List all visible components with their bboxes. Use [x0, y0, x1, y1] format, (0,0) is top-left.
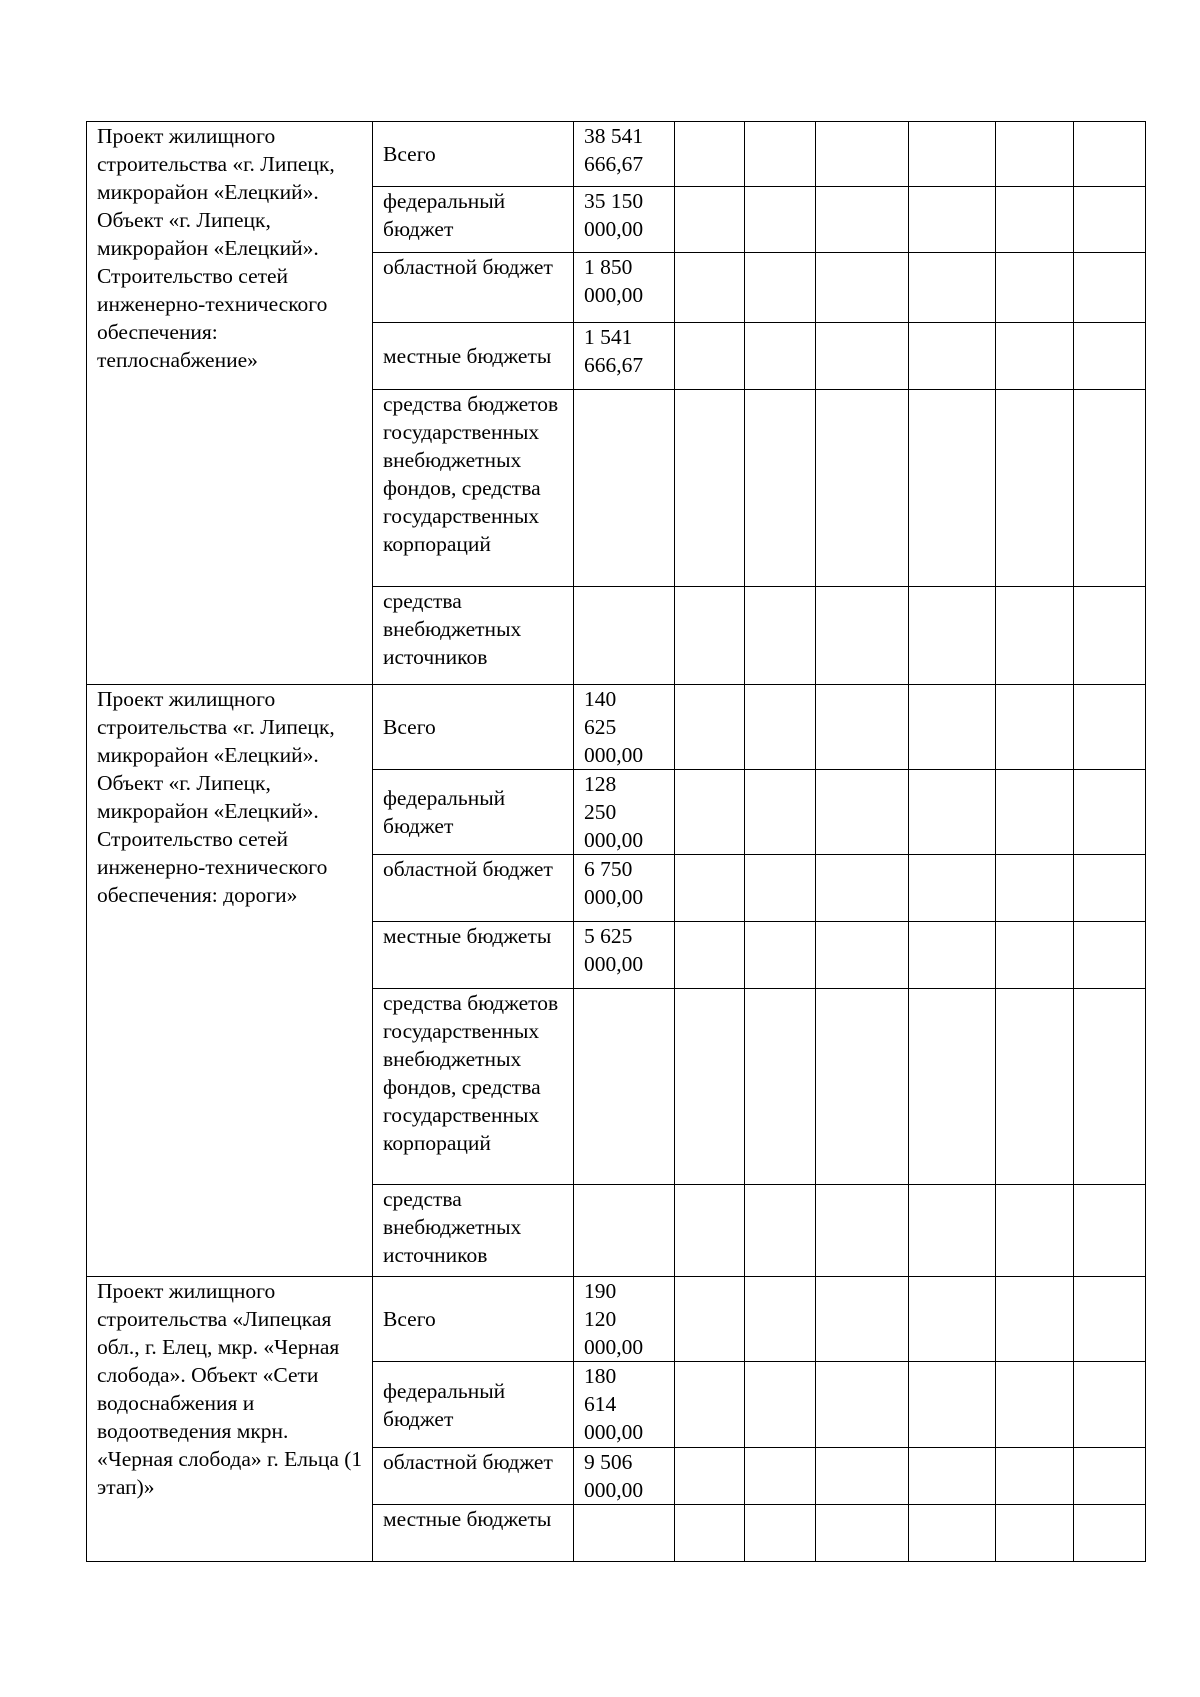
- empty-cell: [909, 1362, 996, 1448]
- empty-cell: [909, 122, 996, 187]
- empty-cell: [996, 1505, 1074, 1562]
- empty-cell: [675, 989, 745, 1185]
- empty-cell: [675, 122, 745, 187]
- empty-cell: [745, 685, 816, 770]
- empty-cell: [675, 390, 745, 587]
- empty-cell: [1074, 1362, 1146, 1448]
- empty-cell: [909, 922, 996, 989]
- amount-cell: 35 150 000,00: [574, 187, 675, 253]
- empty-cell: [996, 855, 1074, 922]
- empty-cell: [1074, 855, 1146, 922]
- table-row: [87, 685, 1146, 770]
- empty-cell: [909, 1277, 996, 1362]
- empty-cell: [816, 770, 909, 855]
- empty-cell: [745, 922, 816, 989]
- empty-cell: [909, 685, 996, 770]
- funding-source-cell: средства бюджетов государственных внебюджетных фондов, средства государственных корпораций: [373, 390, 574, 587]
- financing-table: [86, 121, 1146, 1562]
- empty-cell: [996, 770, 1074, 855]
- empty-cell: [675, 587, 745, 685]
- funding-source-cell: федеральный бюджет: [373, 187, 574, 253]
- empty-cell: [675, 1185, 745, 1277]
- empty-cell: [816, 187, 909, 253]
- empty-cell: [816, 1185, 909, 1277]
- funding-source-cell: [373, 122, 574, 187]
- amount-cell: 6 750 000,00: [574, 855, 675, 922]
- empty-cell: [909, 390, 996, 587]
- empty-cell: [816, 1505, 909, 1562]
- amount-cell: 180 614 000,00: [574, 1362, 675, 1448]
- empty-cell: [996, 1277, 1074, 1362]
- empty-cell: [675, 685, 745, 770]
- empty-cell: [1074, 187, 1146, 253]
- empty-cell: [745, 1505, 816, 1562]
- amount-cell: 140 625 000,00: [574, 685, 675, 770]
- empty-cell: [675, 770, 745, 855]
- empty-cell: [816, 685, 909, 770]
- amount-cell: [574, 1185, 675, 1277]
- empty-cell: [816, 989, 909, 1185]
- empty-cell: [745, 587, 816, 685]
- amount-cell: 1 541 666,67: [574, 323, 675, 390]
- empty-cell: [745, 390, 816, 587]
- empty-cell: [996, 1448, 1074, 1505]
- empty-cell: [816, 390, 909, 587]
- empty-cell: [675, 1448, 745, 1505]
- empty-cell: [675, 1505, 745, 1562]
- empty-cell: [745, 1362, 816, 1448]
- funding-source-cell: областной бюджет: [373, 855, 574, 922]
- empty-cell: [909, 1185, 996, 1277]
- amount-cell: 128 250 000,00: [574, 770, 675, 855]
- project-name-cell: Проект жилищного строительства «г. Липецк, микрорайон «Елецкий». Объект «г. Липецк, микрорайон «Елецкий». Строительство сетей инженерно-технического обеспечения: дороги»: [87, 685, 373, 1277]
- empty-cell: [996, 187, 1074, 253]
- empty-cell: [996, 1362, 1074, 1448]
- amount-cell: [574, 989, 675, 1185]
- empty-cell: [816, 587, 909, 685]
- amount-cell: 1 850 000,00: [574, 253, 675, 323]
- amount-cell: 5 625 000,00: [574, 922, 675, 989]
- amount-cell: 190 120 000,00: [574, 1277, 675, 1362]
- empty-cell: [996, 989, 1074, 1185]
- empty-cell: [1074, 323, 1146, 390]
- empty-cell: [996, 685, 1074, 770]
- empty-cell: [745, 770, 816, 855]
- funding-source-cell: областной бюджет: [373, 1448, 574, 1505]
- empty-cell: [745, 253, 816, 323]
- amount-cell: [574, 390, 675, 587]
- funding-source-cell: средства внебюджетных источников: [373, 1185, 574, 1277]
- empty-cell: [816, 855, 909, 922]
- empty-cell: [816, 323, 909, 390]
- empty-cell: [675, 253, 745, 323]
- empty-cell: [909, 323, 996, 390]
- funding-source-cell: Всего: [373, 1277, 574, 1362]
- empty-cell: [1074, 253, 1146, 323]
- empty-cell: [996, 587, 1074, 685]
- empty-cell: [909, 1505, 996, 1562]
- table-row: [87, 1277, 1146, 1362]
- funding-source-cell: местные бюджеты: [373, 922, 574, 989]
- empty-cell: [745, 1448, 816, 1505]
- funding-source-label: Всего: [383, 142, 436, 166]
- empty-cell: [745, 122, 816, 187]
- empty-cell: [909, 1448, 996, 1505]
- funding-source-cell: местные бюджеты: [373, 1505, 574, 1562]
- empty-cell: [996, 1185, 1074, 1277]
- empty-cell: [675, 1277, 745, 1362]
- empty-cell: [909, 989, 996, 1185]
- funding-source-cell: федеральный бюджет: [373, 1362, 574, 1448]
- empty-cell: [1074, 1185, 1146, 1277]
- empty-cell: [745, 187, 816, 253]
- empty-cell: [675, 187, 745, 253]
- project-name-cell: [87, 122, 373, 685]
- empty-cell: [816, 253, 909, 323]
- amount-cell: [574, 1505, 675, 1562]
- empty-cell: [996, 323, 1074, 390]
- project-name: Проект жилищного строительства «г. Липецк, микрорайон «Елецкий». Объект «г. Липецк, микрорайон «Елецкий». Строительство сетей инженерно-технического обеспечения: теплоснабжение»: [97, 124, 335, 372]
- empty-cell: [816, 1362, 909, 1448]
- empty-cell: [1074, 770, 1146, 855]
- empty-cell: [675, 1362, 745, 1448]
- funding-source-cell: средства бюджетов государственных внебюджетных фондов, средства государственных корпораций: [373, 989, 574, 1185]
- empty-cell: [1074, 587, 1146, 685]
- funding-source-cell: средства внебюджетных источников: [373, 587, 574, 685]
- empty-cell: [675, 855, 745, 922]
- empty-cell: [909, 770, 996, 855]
- empty-cell: [1074, 685, 1146, 770]
- empty-cell: [675, 323, 745, 390]
- amount-cell: [574, 587, 675, 685]
- amount-cell: 38 541 666,67: [574, 122, 675, 187]
- empty-cell: [745, 1185, 816, 1277]
- empty-cell: [816, 922, 909, 989]
- empty-cell: [1074, 122, 1146, 187]
- empty-cell: [745, 855, 816, 922]
- empty-cell: [909, 855, 996, 922]
- empty-cell: [996, 122, 1074, 187]
- empty-cell: [909, 253, 996, 323]
- empty-cell: [1074, 1448, 1146, 1505]
- funding-source-cell: местные бюджеты: [373, 323, 574, 390]
- amount-cell: 9 506 000,00: [574, 1448, 675, 1505]
- empty-cell: [1074, 1277, 1146, 1362]
- project-name-cell: Проект жилищного строительства «Липецкая обл., г. Елец, мкр. «Черная слобода». Объект «Сети водоснабжения и водоотведения мкрн. «Черная слобода» г. Ельца (1 этап)»: [87, 1277, 373, 1562]
- empty-cell: [1074, 390, 1146, 587]
- empty-cell: [816, 122, 909, 187]
- empty-cell: [996, 390, 1074, 587]
- empty-cell: [1074, 1505, 1146, 1562]
- empty-cell: [816, 1277, 909, 1362]
- empty-cell: [996, 922, 1074, 989]
- empty-cell: [745, 323, 816, 390]
- empty-cell: [745, 989, 816, 1185]
- funding-source-cell: Всего: [373, 685, 574, 770]
- empty-cell: [996, 253, 1074, 323]
- funding-source-cell: федеральный бюджет: [373, 770, 574, 855]
- empty-cell: [1074, 922, 1146, 989]
- table-row: [87, 122, 1146, 187]
- funding-source-cell: областной бюджет: [373, 253, 574, 323]
- empty-cell: [816, 1448, 909, 1505]
- empty-cell: [909, 187, 996, 253]
- empty-cell: [675, 922, 745, 989]
- empty-cell: [909, 587, 996, 685]
- empty-cell: [1074, 989, 1146, 1185]
- financing-table-container: [86, 121, 1146, 1562]
- empty-cell: [745, 1277, 816, 1362]
